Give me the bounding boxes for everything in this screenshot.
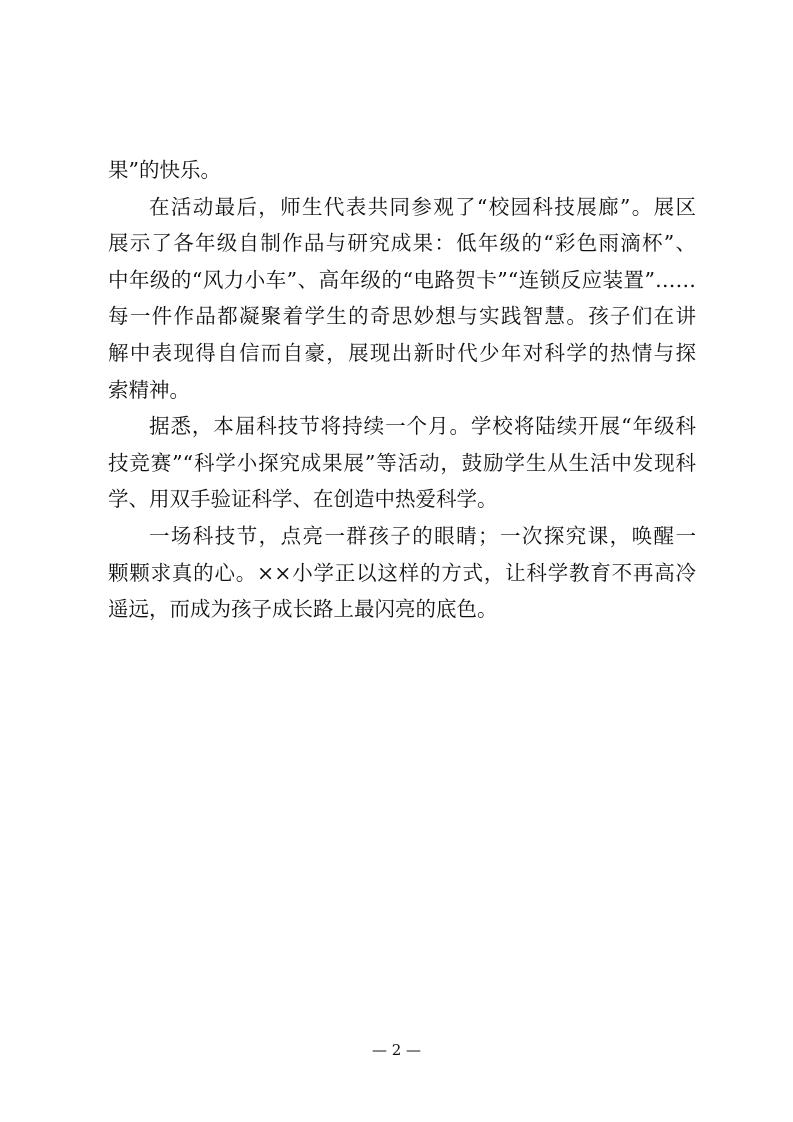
text-line-12: 颗颗求真的心。××小学正以这样的方式，让科学教育不再高冷 (108, 560, 696, 585)
text-line-8: 据悉，本届科技节将持续一个月。学校将陆续开展“年级科 (149, 414, 696, 439)
text-line-5: 每一件作品都凝聚着学生的奇思妙想与实践智慧。孩子们在讲 (108, 304, 696, 329)
page-number: — 2 — (371, 1041, 422, 1059)
document-body (108, 152, 696, 628)
text-line-2: 在活动最后，师生代表共同参观了“校园科技展廊”。展区 (149, 194, 696, 219)
text-line-6: 解中表现得自信而自豪，展现出新时代少年对科学的热情与探 (108, 340, 696, 365)
text-line-10: 学、用双手验证科学、在创造中热爱科学。 (108, 487, 498, 512)
text-line-4: 中年级的“风力小车”、高年级的“电路贺卡”“连锁反应装置”…… (108, 267, 696, 292)
text-line-3: 展示了各年级自制作品与研究成果：低年级的“彩色雨滴杯”、 (108, 231, 696, 256)
text-line-9: 技竞赛”“科学小探究成果展”等活动，鼓励学生从生活中发现科 (108, 450, 696, 475)
text-line-1: 果”的快乐。 (108, 158, 221, 182)
text-line-7: 索精神。 (108, 377, 190, 402)
text-line-13: 遥远，而成为孩子成长路上最闪亮的底色。 (108, 597, 498, 622)
text-line-11: 一场科技节，点亮一群孩子的眼睛；一次探究课，唤醒一 (149, 523, 696, 548)
